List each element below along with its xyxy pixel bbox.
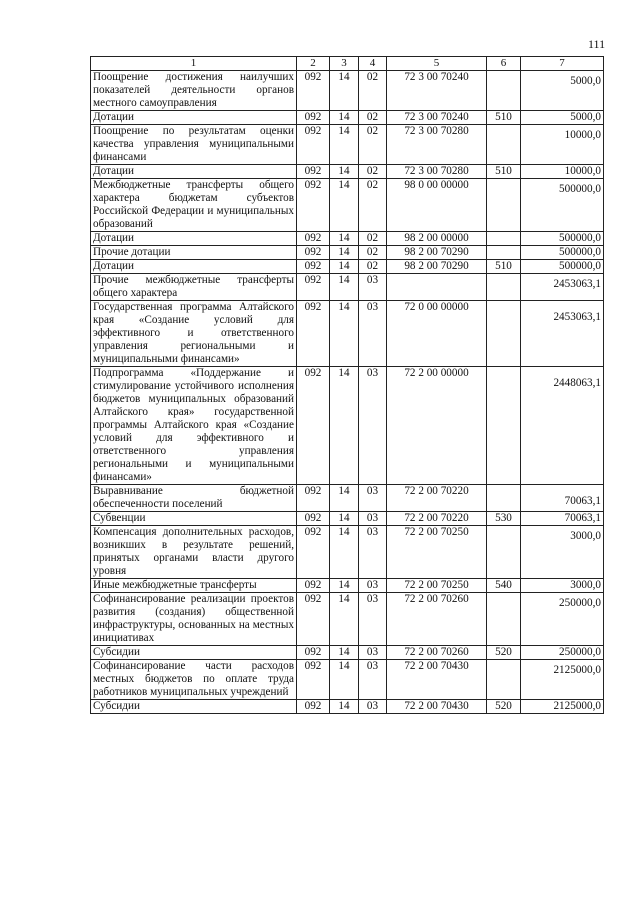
- row-subsection-code: 02: [359, 232, 387, 246]
- row-amount: 10000,0: [521, 125, 604, 165]
- table-row: [91, 301, 604, 367]
- row-grbs-code: 092: [297, 71, 330, 111]
- column-header: 2: [297, 57, 330, 71]
- row-grbs-code: 092: [297, 165, 330, 179]
- row-name: Подпрограмма «Поддержание и стимулирование устойчивого исполнения бюджетов муниципальных образований Алтайского края» государственной программы Алтайского края «Создание условий для эффективного и ответственного управления региональными и муниципальными финансами»: [91, 367, 297, 485]
- row-subsection-code: 03: [359, 274, 387, 301]
- row-amount: 2453063,1: [521, 301, 604, 367]
- row-grbs-code: 092: [297, 301, 330, 367]
- row-section-code: 14: [330, 260, 359, 274]
- row-subsection-code: 03: [359, 700, 387, 714]
- row-section-code: 14: [330, 274, 359, 301]
- row-expense-type: [487, 274, 521, 301]
- row-expense-type: [487, 485, 521, 512]
- row-section-code: 14: [330, 111, 359, 125]
- column-header: 7: [521, 57, 604, 71]
- row-name: Софинансирование части расходов местных бюджетов по оплате труда работников муниципальных учреждений: [91, 660, 297, 700]
- row-expense-type: 520: [487, 700, 521, 714]
- row-expense-type: [487, 660, 521, 700]
- row-expense-type: 510: [487, 165, 521, 179]
- row-amount: 250000,0: [521, 646, 604, 660]
- table-row: [91, 179, 604, 232]
- column-header: 6: [487, 57, 521, 71]
- row-target-article: 72 2 00 70260: [387, 593, 487, 646]
- row-subsection-code: 03: [359, 646, 387, 660]
- row-grbs-code: 092: [297, 646, 330, 660]
- row-expense-type: 510: [487, 260, 521, 274]
- row-section-code: 14: [330, 301, 359, 367]
- row-grbs-code: 092: [297, 485, 330, 512]
- row-grbs-code: 092: [297, 111, 330, 125]
- row-grbs-code: 092: [297, 700, 330, 714]
- table-row: [91, 125, 604, 165]
- row-expense-type: [487, 71, 521, 111]
- row-subsection-code: 03: [359, 579, 387, 593]
- table-row: [91, 526, 604, 579]
- row-name: Софинансирование реализации проектов развития (создания) общественной инфраструктуры, основанных на местных инициативах: [91, 593, 297, 646]
- row-amount: 500000,0: [521, 246, 604, 260]
- row-name: Поощрение по результатам оценки качества управления муниципальными финансами: [91, 125, 297, 165]
- table-row: [91, 232, 604, 246]
- row-section-code: 14: [330, 246, 359, 260]
- row-expense-type: [487, 246, 521, 260]
- row-target-article: 72 3 00 70240: [387, 71, 487, 111]
- page-number: 111: [588, 37, 606, 51]
- row-name: Дотации: [91, 111, 297, 125]
- row-name: Дотации: [91, 232, 297, 246]
- row-section-code: 14: [330, 485, 359, 512]
- row-subsection-code: 02: [359, 125, 387, 165]
- row-subsection-code: 03: [359, 660, 387, 700]
- table-row: [91, 367, 604, 485]
- row-target-article: 72 3 00 70280: [387, 165, 487, 179]
- row-name: Прочие дотации: [91, 246, 297, 260]
- row-subsection-code: 03: [359, 301, 387, 367]
- row-subsection-code: 02: [359, 260, 387, 274]
- row-subsection-code: 02: [359, 246, 387, 260]
- row-target-article: 72 2 00 70220: [387, 485, 487, 512]
- row-target-article: 98 2 00 70290: [387, 246, 487, 260]
- row-expense-type: [487, 232, 521, 246]
- row-grbs-code: 092: [297, 246, 330, 260]
- row-target-article: 72 2 00 00000: [387, 367, 487, 485]
- table-row: [91, 485, 604, 512]
- table-row: [91, 660, 604, 700]
- row-section-code: 14: [330, 125, 359, 165]
- row-amount: 2453063,1: [521, 274, 604, 301]
- row-amount: 2448063,1: [521, 367, 604, 485]
- row-expense-type: [487, 367, 521, 485]
- row-amount: 5000,0: [521, 71, 604, 111]
- row-grbs-code: 092: [297, 367, 330, 485]
- row-target-article: 98 0 00 00000: [387, 179, 487, 232]
- row-grbs-code: 092: [297, 274, 330, 301]
- row-section-code: 14: [330, 646, 359, 660]
- row-amount: 2125000,0: [521, 660, 604, 700]
- row-target-article: 72 2 00 70430: [387, 700, 487, 714]
- table-row: [91, 579, 604, 593]
- row-target-article: 72 2 00 70250: [387, 579, 487, 593]
- row-amount: 2125000,0: [521, 700, 604, 714]
- row-target-article: 98 2 00 70290: [387, 260, 487, 274]
- row-expense-type: [487, 301, 521, 367]
- column-header: 3: [330, 57, 359, 71]
- row-name: Иные межбюджетные трансферты: [91, 579, 297, 593]
- row-amount: 5000,0: [521, 111, 604, 125]
- table-row: [91, 246, 604, 260]
- row-target-article: 72 3 00 70240: [387, 111, 487, 125]
- row-name: Компенсация дополнительных расходов, возникших в результате решений, принятых органами власти другого уровня: [91, 526, 297, 579]
- row-name: Межбюджетные трансферты общего характера бюджетам субъектов Российской Федерации и муниципальных образований: [91, 179, 297, 232]
- row-subsection-code: 03: [359, 526, 387, 579]
- column-header: 4: [359, 57, 387, 71]
- row-name: Субвенции: [91, 512, 297, 526]
- row-subsection-code: 03: [359, 367, 387, 485]
- row-section-code: 14: [330, 526, 359, 579]
- row-grbs-code: 092: [297, 579, 330, 593]
- row-expense-type: [487, 179, 521, 232]
- row-amount: 500000,0: [521, 179, 604, 232]
- row-amount: 500000,0: [521, 232, 604, 246]
- row-section-code: 14: [330, 179, 359, 232]
- row-section-code: 14: [330, 593, 359, 646]
- row-grbs-code: 092: [297, 526, 330, 579]
- row-target-article: 98 2 00 00000: [387, 232, 487, 246]
- table-row: [91, 646, 604, 660]
- row-name: Прочие межбюджетные трансферты общего характера: [91, 274, 297, 301]
- header-row: [91, 57, 604, 71]
- row-section-code: 14: [330, 660, 359, 700]
- row-section-code: 14: [330, 579, 359, 593]
- table-row: [91, 700, 604, 714]
- row-grbs-code: 092: [297, 125, 330, 165]
- row-name: Дотации: [91, 260, 297, 274]
- row-subsection-code: 03: [359, 512, 387, 526]
- row-target-article: 72 0 00 00000: [387, 301, 487, 367]
- row-expense-type: 540: [487, 579, 521, 593]
- row-section-code: 14: [330, 512, 359, 526]
- row-target-article: 72 3 00 70280: [387, 125, 487, 165]
- table-row: [91, 260, 604, 274]
- row-target-article: 72 2 00 70430: [387, 660, 487, 700]
- row-name: Дотации: [91, 165, 297, 179]
- row-expense-type: [487, 526, 521, 579]
- row-amount: 500000,0: [521, 260, 604, 274]
- row-grbs-code: 092: [297, 232, 330, 246]
- row-subsection-code: 02: [359, 179, 387, 232]
- column-header: 5: [387, 57, 487, 71]
- column-header: 1: [91, 57, 297, 71]
- row-subsection-code: 03: [359, 485, 387, 512]
- row-expense-type: [487, 593, 521, 646]
- row-grbs-code: 092: [297, 512, 330, 526]
- row-grbs-code: 092: [297, 179, 330, 232]
- row-target-article: 72 2 00 70250: [387, 526, 487, 579]
- row-grbs-code: 092: [297, 260, 330, 274]
- table-row: [91, 165, 604, 179]
- table-row: [91, 111, 604, 125]
- table-row: [91, 274, 604, 301]
- row-subsection-code: 02: [359, 165, 387, 179]
- row-amount: 3000,0: [521, 526, 604, 579]
- table-row: [91, 593, 604, 646]
- row-section-code: 14: [330, 165, 359, 179]
- row-grbs-code: 092: [297, 593, 330, 646]
- row-section-code: 14: [330, 232, 359, 246]
- row-amount: 70063,1: [521, 512, 604, 526]
- row-grbs-code: 092: [297, 660, 330, 700]
- row-amount: 10000,0: [521, 165, 604, 179]
- row-section-code: 14: [330, 367, 359, 485]
- row-expense-type: 530: [487, 512, 521, 526]
- row-subsection-code: 02: [359, 111, 387, 125]
- row-name: Выравнивание бюджетной обеспеченности поселений: [91, 485, 297, 512]
- row-target-article: 72 2 00 70260: [387, 646, 487, 660]
- row-target-article: [387, 274, 487, 301]
- row-expense-type: 510: [487, 111, 521, 125]
- row-name: Субсидии: [91, 646, 297, 660]
- row-subsection-code: 03: [359, 593, 387, 646]
- row-name: Поощрение достижения наилучших показателей деятельности органов местного самоуправления: [91, 71, 297, 111]
- row-name: Субсидии: [91, 700, 297, 714]
- table-row: [91, 71, 604, 111]
- row-expense-type: 520: [487, 646, 521, 660]
- row-section-code: 14: [330, 700, 359, 714]
- row-amount: 250000,0: [521, 593, 604, 646]
- budget-table: [90, 56, 604, 714]
- row-expense-type: [487, 125, 521, 165]
- row-section-code: 14: [330, 71, 359, 111]
- row-target-article: 72 2 00 70220: [387, 512, 487, 526]
- row-amount: 70063,1: [521, 485, 604, 512]
- table-row: [91, 512, 604, 526]
- row-subsection-code: 02: [359, 71, 387, 111]
- row-name: Государственная программа Алтайского края «Создание условий для эффективного и ответственного управления региональными и муниципальными финансами»: [91, 301, 297, 367]
- row-amount: 3000,0: [521, 579, 604, 593]
